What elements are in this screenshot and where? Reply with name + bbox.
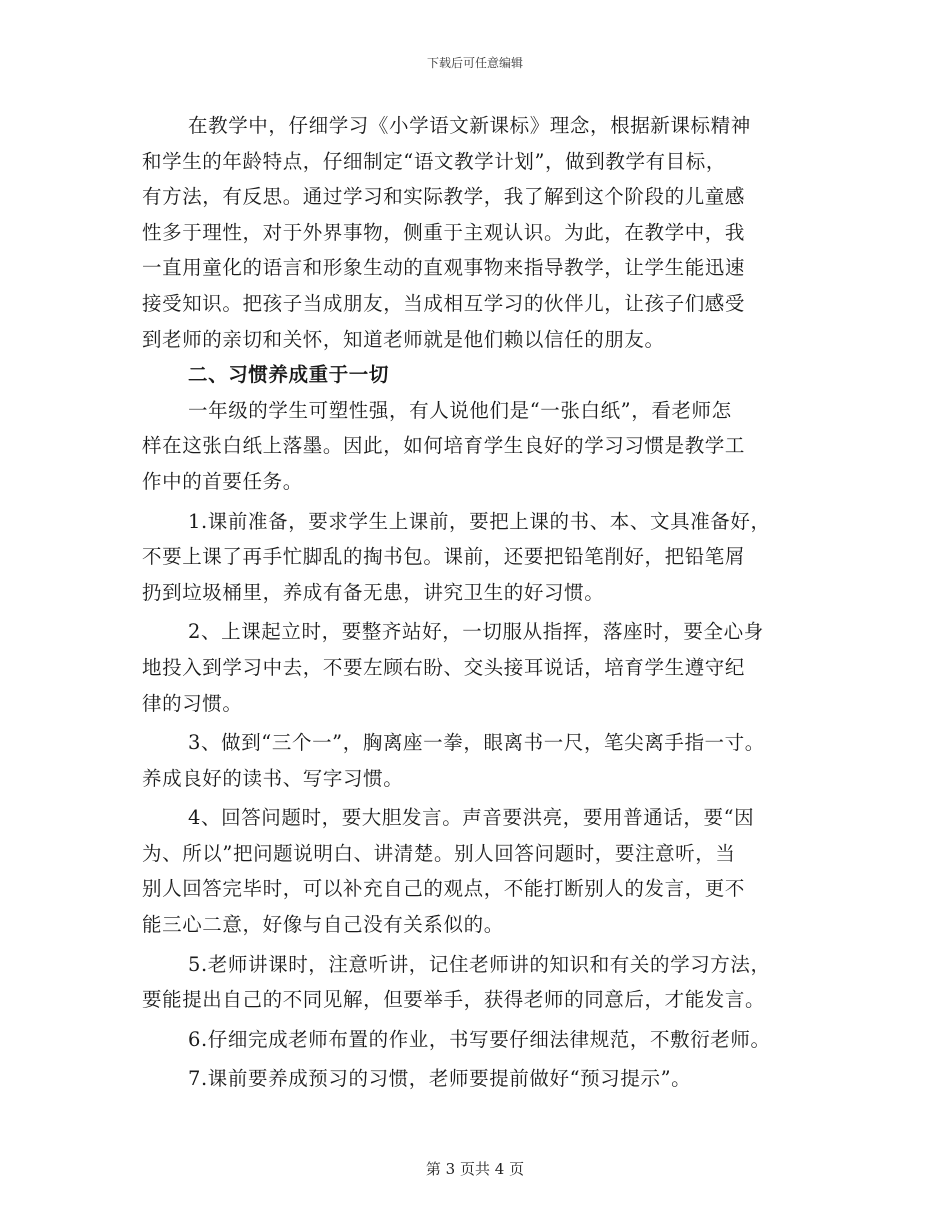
- page-footer: 第 3 页共 4 页: [425, 1160, 525, 1178]
- list-item-2: [142, 614, 832, 721]
- text-line: 在教学中，仔细学习《小学语文新课标》理念，根据新课标精神: [188, 114, 751, 137]
- text-line: 4、回答问题时，要大胆发言。声音要洪亮，要用普通话，要“因: [188, 806, 755, 830]
- text-line: 样在这张白纸上落墨。因此，如何培育学生良好的学习习惯是教学工: [142, 434, 746, 458]
- list-item-3: [142, 725, 832, 796]
- text-line: 作中的首要任务。: [142, 469, 303, 493]
- text-line: 律的习惯。: [142, 691, 243, 715]
- text-line: 和学生的年龄特点，仔细制定“语文教学计划”，做到教学有目标，: [142, 149, 726, 173]
- paragraph-teaching-approach: [142, 108, 832, 357]
- text-line: 6.仔细完成老师布置的作业，书写要仔细法律规范，不敷衍老师。: [188, 1027, 771, 1051]
- text-line: 到老师的亲切和关怀，知道老师就是他们赖以信任的朋友。: [142, 327, 665, 351]
- text-line: 为、所以”把问题说明白、讲清楚。别人回答问题时，要注意听，当: [142, 841, 736, 865]
- text-line: 1.课前准备，要求学生上课前，要把上课的书、本、文具准备好，: [188, 509, 771, 533]
- text-line: 2、上课起立时，要整齐站好，一切服从指挥，落座时，要全心身: [188, 620, 764, 644]
- paragraph-habits-intro: [142, 393, 832, 500]
- list-item-1: [142, 504, 832, 611]
- list-item-5: [142, 947, 832, 1018]
- list-item-7: [142, 1061, 832, 1097]
- text-line: 别人回答完毕时，可以补充自己的观点，不能打断别人的发言，更不: [142, 877, 746, 901]
- text-line: 一直用童化的语言和形象生动的直观事物来指导教学，让学生能迅速: [142, 256, 746, 280]
- list-item-4: [142, 800, 832, 942]
- text-line: 养成良好的读书、写字习惯。: [142, 766, 404, 790]
- text-line: 要能提出自己的不同见解，但要举手，获得老师的同意后，才能发言。: [142, 988, 766, 1012]
- text-line: 不要上课了再手忙脚乱的掏书包。课前，还要把铅笔削好，把铅笔屑: [142, 545, 746, 569]
- text-line: 性多于理性，对于外界事物，侧重于主观认识。为此，在教学中，我: [142, 220, 746, 244]
- text-line: 扔到垃圾桶里，养成有备无患，讲究卫生的好习惯。: [142, 580, 605, 604]
- text-line: 接受知识。把孩子当成朋友，当成相互学习的伙伴儿，让孩子们感受: [142, 291, 746, 315]
- section-heading: 二、习惯养成重于一切: [188, 363, 390, 387]
- page-header: 下载后可任意编辑: [426, 56, 523, 70]
- text-line: 能三心二意，好像与自己没有关系似的。: [142, 913, 504, 937]
- text-line: 一年级的学生可塑性强，有人说他们是“一张白纸”，看老师怎: [188, 398, 732, 422]
- text-line: 7.课前要养成预习的习惯，老师要提前做好“预习提示”。: [188, 1067, 692, 1091]
- text-line: 地投入到学习中去，不要左顾右盼、交头接耳说话，培育学生遵守纪: [142, 655, 746, 679]
- document-body: [142, 108, 832, 1097]
- text-line: 有方法，有反思。通过学习和实际教学，我了解到这个阶段的儿童感: [142, 185, 746, 209]
- text-line: 3、做到“三个一”，胸离座一拳，眼离书一尺，笔尖离手指一寸。: [188, 731, 765, 755]
- list-item-6: [142, 1022, 832, 1058]
- text-line: 5.老师讲课时，注意听讲，记住老师讲的知识和有关的学习方法，: [188, 952, 771, 976]
